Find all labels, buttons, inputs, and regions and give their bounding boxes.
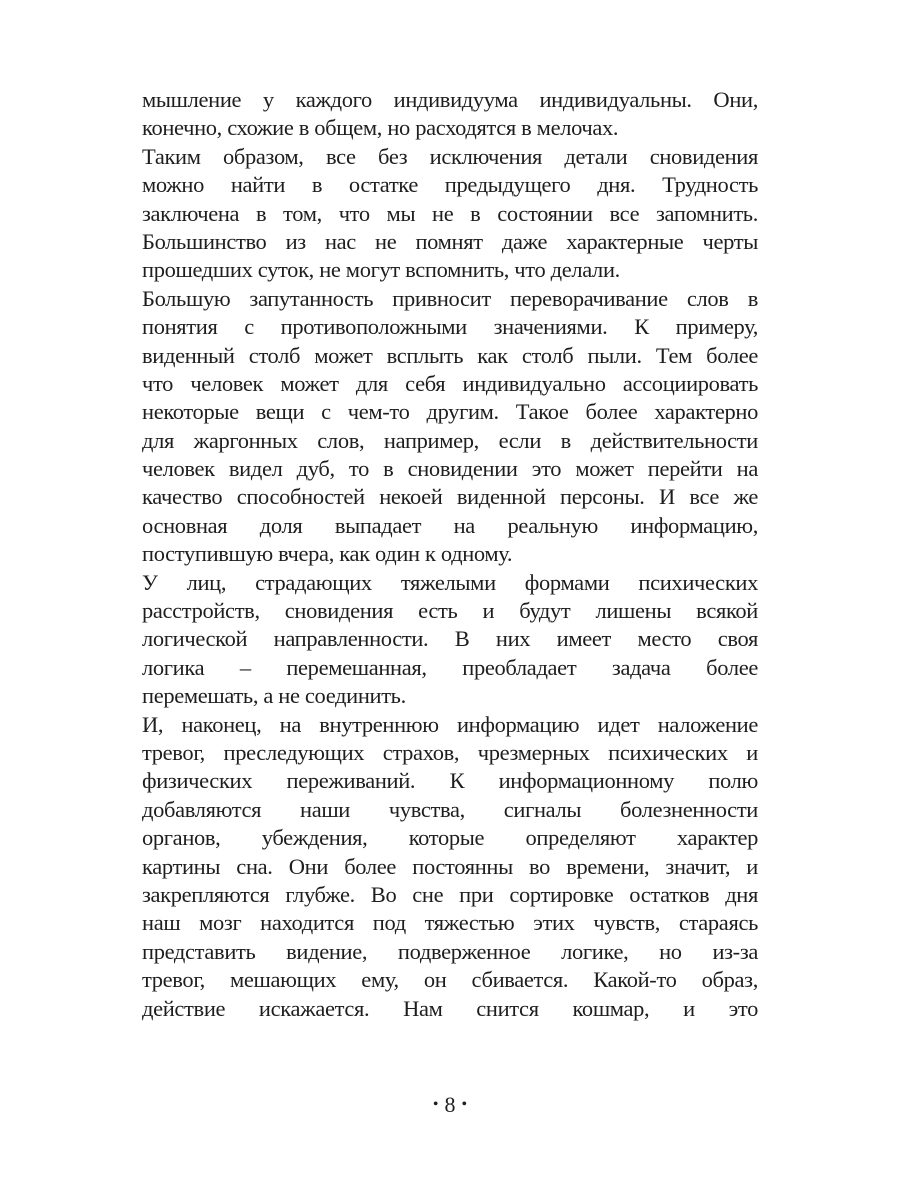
text-line: У лиц, страдающих тяжелыми формами психических bbox=[142, 569, 758, 595]
text-line: человек видел дуб, то в сновидении это может перейти на bbox=[142, 456, 758, 482]
paragraph-3 bbox=[142, 285, 758, 569]
text-line: что человек может для себя индивидуально ассоциировать bbox=[142, 370, 758, 396]
text-line: физических переживаний. К информационному полю bbox=[142, 768, 758, 794]
text-line: понятия с противоположными значениями. К примеру, bbox=[142, 314, 758, 340]
page-number-footer bbox=[0, 1092, 900, 1118]
text-line: основная доля выпадает на реальную информацию, bbox=[142, 512, 758, 538]
text-line: перемешать, а не соединить. bbox=[142, 683, 406, 709]
text-line: заключена в том, что мы не в состоянии все запомнить. bbox=[142, 200, 758, 226]
text-line: добавляются наши чувства, сигналы болезненности bbox=[142, 796, 758, 822]
text-line: расстройств, сновидения есть и будут лишены всякой bbox=[142, 598, 758, 624]
text-line: действие искажается. Нам снится кошмар, и это bbox=[142, 995, 758, 1021]
text-line: прошедших суток, не могут вспомнить, что делали. bbox=[142, 257, 620, 283]
text-line: И, наконец, на внутреннюю информацию идет наложение bbox=[142, 711, 758, 737]
bullet-ornament-left: • bbox=[432, 1096, 439, 1113]
body-text bbox=[142, 86, 758, 1023]
text-line: тревог, преследующих страхов, чрезмерных психических и bbox=[142, 739, 758, 765]
text-line: логика – перемешанная, преобладает задача более bbox=[142, 654, 758, 680]
page-number: 8 bbox=[444, 1092, 456, 1117]
text-line: для жаргонных слов, например, если в действительности bbox=[142, 427, 758, 453]
text-line: закрепляются глубже. Во сне при сортировке остатков дня bbox=[142, 881, 758, 907]
text-line: можно найти в остатке предыдущего дня. Трудность bbox=[142, 172, 758, 198]
text-line: виденный столб может всплыть как столб пыли. Тем более bbox=[142, 342, 758, 368]
bullet-ornament-right: • bbox=[461, 1096, 468, 1113]
text-line: качество способностей некоей виденной персоны. И все же bbox=[142, 484, 758, 510]
text-line: Большинство из нас не помнят даже характерные черты bbox=[142, 228, 758, 254]
paragraph-1 bbox=[142, 86, 758, 143]
text-line: картины сна. Они более постоянны во времени, значит, и bbox=[142, 853, 758, 879]
text-line: тревог, мешающих ему, он сбивается. Какой-то образ, bbox=[142, 967, 758, 993]
text-line: Таким образом, все без исключения детали сновидения bbox=[142, 143, 758, 169]
text-line: органов, убеждения, которые определяют характер bbox=[142, 825, 758, 851]
text-line: наш мозг находится под тяжестью этих чувств, стараясь bbox=[142, 910, 758, 936]
text-line: мышление у каждого индивидуума индивидуальны. Они, bbox=[142, 87, 758, 112]
text-line: представить видение, подверженное логике, но из-за bbox=[142, 938, 758, 964]
text-line: Большую запутанность привносит переворачивание слов в bbox=[142, 285, 758, 311]
text-line: некоторые вещи с чем-то другим. Такое более характерно bbox=[142, 399, 758, 425]
text-line: логической направленности. В них имеет место своя bbox=[142, 626, 758, 652]
paragraph-5 bbox=[142, 711, 758, 1023]
text-line: поступившую вчера, как один к одному. bbox=[142, 541, 513, 567]
text-line: конечно, схожие в общем, но расходятся в мелочах. bbox=[142, 115, 619, 141]
paragraph-4 bbox=[142, 569, 758, 711]
paragraph-2 bbox=[142, 143, 758, 285]
